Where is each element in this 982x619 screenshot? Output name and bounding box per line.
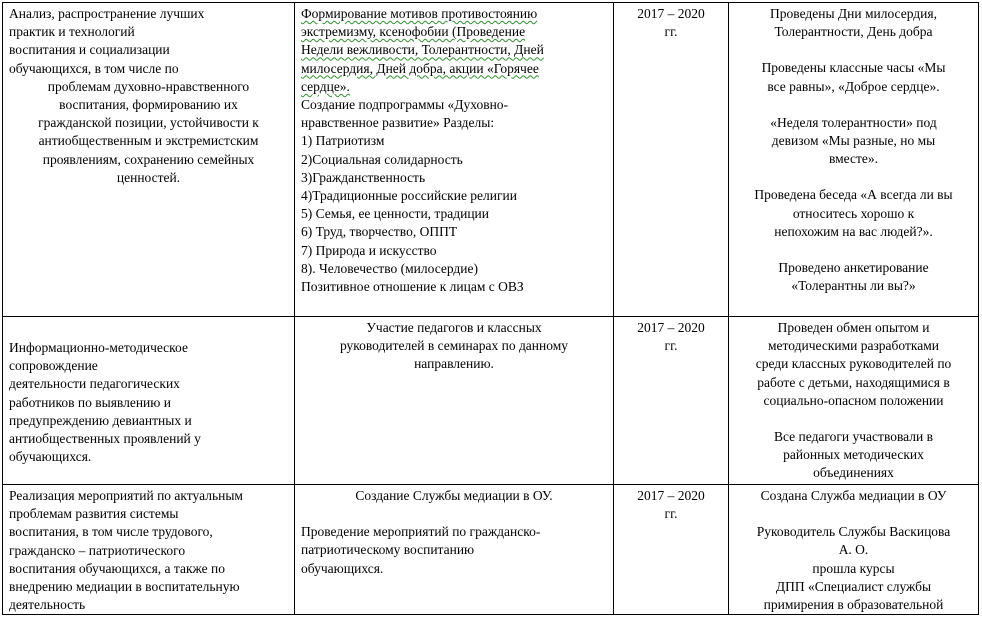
- text-line: 2017 – 2020: [637, 488, 705, 503]
- results-cell: [729, 317, 979, 485]
- text-line: деятельность: [9, 597, 86, 613]
- text-line: среди классных руководителей по: [755, 356, 952, 372]
- activity-direction-cell: [3, 3, 295, 317]
- period-cell: [614, 317, 729, 485]
- text-line: Проведена беседа «А всегда ли вы: [754, 187, 953, 203]
- text-line: Проведен обмен опытом и: [777, 320, 930, 335]
- text-line: Создание подпрограммы «Духовно-: [301, 97, 509, 113]
- activities-table: [2, 2, 979, 615]
- measures-cell: [295, 3, 614, 317]
- text-line: Реализация мероприятий по актуальным: [9, 488, 243, 503]
- text-line: методическими разработками: [767, 338, 940, 354]
- text-line: Проведены классные часы «Мы: [761, 60, 946, 76]
- text-line: работников по выявлению и: [9, 394, 171, 410]
- text-line: 7) Природа и искусство: [301, 242, 437, 258]
- activity-direction-cell: [3, 485, 295, 615]
- text-line: Руководитель Службы Васкицова: [756, 524, 951, 540]
- text-line: антиобщественных проявлений у: [9, 431, 201, 447]
- text-line: 6) Труд, творчество, ОППТ: [301, 224, 458, 240]
- text-line: экстремизму, ксенофобии (Проведение: [301, 24, 526, 40]
- text-line: гг.: [664, 506, 678, 522]
- blank-line: [735, 241, 972, 259]
- text-line: воспитания, в том числе трудового,: [9, 524, 213, 540]
- text-line: 2)Социальная солидарность: [301, 151, 463, 167]
- text-line: Участие педагогов и классных: [366, 320, 542, 335]
- text-line: прошла курсы: [812, 560, 895, 576]
- text-line: Все педагоги участвовали в: [774, 429, 933, 445]
- results-cell: [729, 3, 979, 317]
- blank-line: [301, 505, 607, 523]
- text-line: Проведено анкетирование: [778, 260, 929, 276]
- activity-direction-cell: [3, 317, 295, 485]
- text-line: объединениях: [813, 465, 894, 481]
- text-line: деятельности педагогических: [9, 376, 180, 392]
- period-cell: [614, 3, 729, 317]
- text-line: гг.: [664, 24, 678, 40]
- table-row: [3, 317, 979, 485]
- text-line: проявлениям, сохранению семейных: [42, 151, 255, 167]
- text-line: относитесь хорошо к: [792, 205, 915, 221]
- text-line: районных методических: [783, 447, 924, 463]
- text-line: 5) Семья, ее ценности, традиции: [301, 206, 489, 222]
- results-cell: [729, 485, 979, 615]
- blank-line: [735, 41, 972, 59]
- text-line: работе с детьми, находящимися в: [757, 374, 950, 390]
- text-line: 8). Человечество (милосердие): [301, 260, 479, 276]
- text-line: непохожим на вас людей?».: [774, 223, 933, 239]
- text-line: гг.: [664, 338, 678, 354]
- text-line: Недели вежливости, Толерантности, Дней: [301, 42, 544, 58]
- text-line: Информационно-методическое: [9, 340, 188, 355]
- text-line: сопровождение: [9, 358, 98, 374]
- text-line: «Неделя толерантности» под: [770, 114, 937, 130]
- text-line: Позитивное отношение к лицам с ОВЗ: [301, 279, 524, 295]
- text-line: воспитания и социализации: [9, 42, 170, 58]
- text-line: милосердия, Дней добра, акции «Горячее: [301, 60, 539, 76]
- text-line: Создание Службы медиации в ОУ.: [355, 488, 553, 503]
- table-row: [3, 3, 979, 317]
- text-line: 1) Патриотизм: [301, 133, 385, 149]
- text-line: ценностей.: [116, 169, 181, 185]
- text-line: направлению.: [414, 356, 494, 372]
- blank-line: [735, 96, 972, 114]
- text-line: «Толерантны ли вы?»: [791, 278, 916, 294]
- text-line: А. О.: [838, 542, 869, 558]
- text-line: внедрению медиации в воспитательную: [9, 579, 240, 595]
- text-line: девизом «Мы разные, но мы: [771, 133, 936, 149]
- text-line: нравственное развитие» Разделы:: [301, 115, 495, 131]
- text-line: примирения в образовательной: [763, 597, 944, 613]
- text-line: антиобщественным и экстремистским: [38, 133, 259, 149]
- text-line: 3)Гражданственность: [301, 169, 426, 185]
- text-line: проблемам духовно-нравственного: [47, 78, 250, 94]
- text-line: социально-опасном положении: [763, 392, 944, 408]
- text-line: предупреждению девиантных и: [9, 412, 192, 428]
- text-line: руководителей в семинарах по данному: [339, 338, 569, 354]
- text-line: гражданско – патриотического: [9, 542, 186, 558]
- text-line: обучающихся, в том числе по: [9, 60, 179, 76]
- blank-line: [735, 168, 972, 186]
- table-row: [3, 485, 979, 615]
- text-line: 2017 – 2020: [637, 6, 705, 21]
- blank-line: [735, 410, 972, 428]
- text-line: Толерантности, День добра: [774, 24, 933, 40]
- text-line: все равны», «Доброе сердце».: [767, 78, 940, 94]
- period-cell: [614, 485, 729, 615]
- text-line: гражданской позиции, устойчивости к: [38, 115, 259, 131]
- text-line: Анализ, распространение лучших: [9, 6, 205, 21]
- text-line: патриотическому воспитанию: [301, 542, 475, 558]
- measures-cell: [295, 485, 614, 615]
- text-line: 2017 – 2020: [637, 320, 705, 335]
- text-line: 4)Традиционные российские религии: [301, 188, 517, 204]
- text-line: Формирование мотивов противостоянию: [301, 6, 538, 21]
- text-line: обучающихся.: [9, 449, 92, 465]
- measures-cell: [295, 317, 614, 485]
- text-line: Проведены Дни милосердия,: [770, 6, 937, 21]
- text-line: ДПП «Специалист службы: [775, 578, 932, 594]
- text-line: Создана Служба медиации в ОУ: [760, 488, 947, 503]
- blank-line: [735, 505, 972, 523]
- text-line: практик и технологий: [9, 24, 135, 40]
- text-line: воспитания, формированию их: [59, 97, 238, 113]
- text-line: вместе».: [828, 151, 879, 167]
- text-line: сердце».: [301, 78, 350, 94]
- text-line: обучающихся.: [301, 560, 384, 576]
- text-line: воспитания обучающихся, а также по: [9, 560, 226, 576]
- text-line: проблемам развития системы: [9, 506, 179, 522]
- text-line: Проведение мероприятий по гражданско-: [301, 524, 541, 540]
